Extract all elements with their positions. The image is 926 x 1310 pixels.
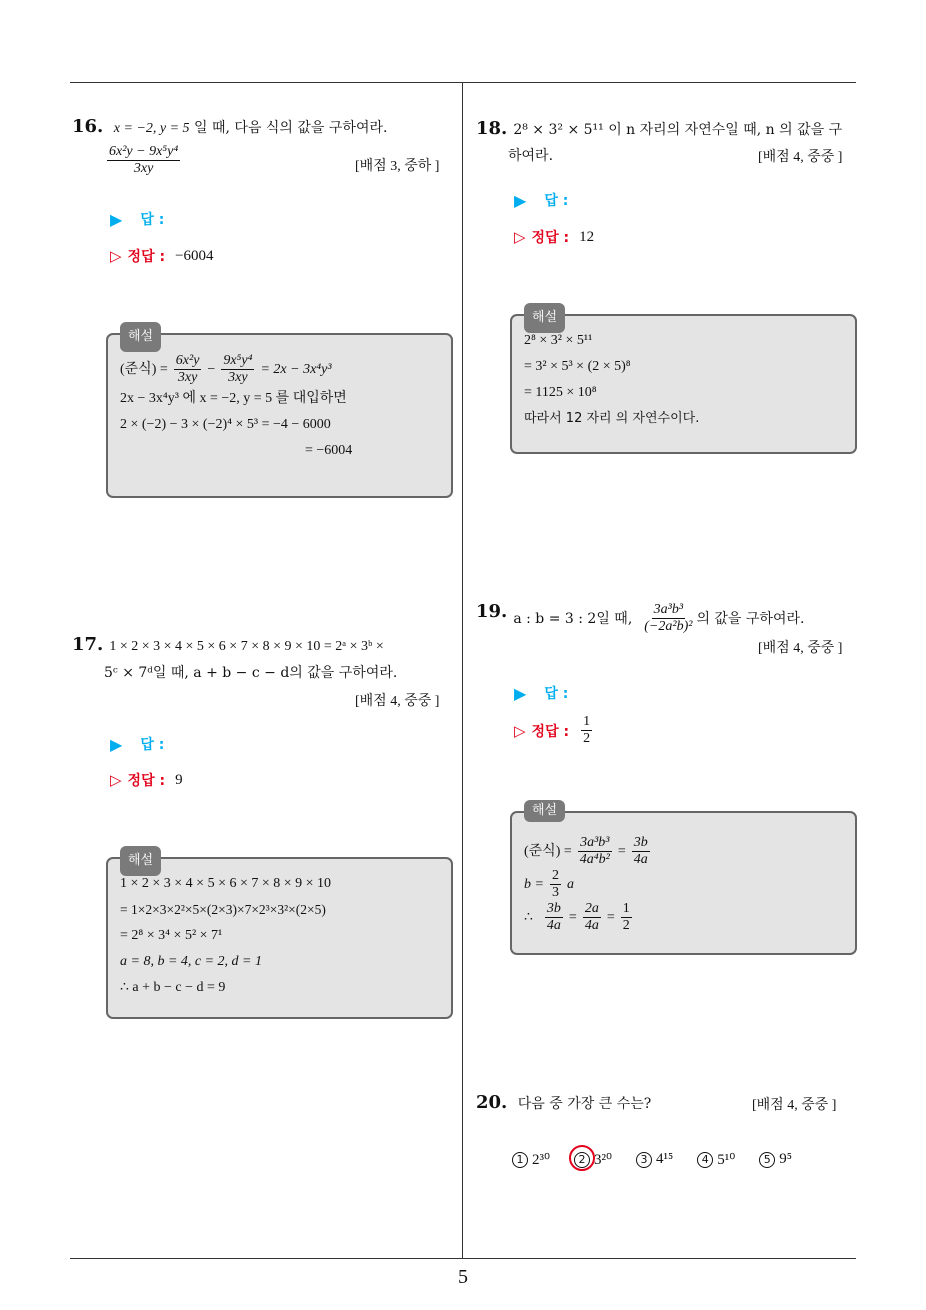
question-number: 19. xyxy=(476,600,508,622)
question-18-key-row xyxy=(514,227,594,247)
explanation-line: 1 × 2 × 3 × 4 × 5 × 6 × 7 × 8 × 9 × 10 xyxy=(120,876,332,891)
explanation-line: a = 8, b = 4, c = 2, d = 1 xyxy=(120,954,263,969)
key-label: 정답 : xyxy=(531,723,570,740)
explanation-line: b = $\frac{2}{3}$ a xyxy=(524,868,574,900)
choice-3[interactable] xyxy=(636,1150,673,1169)
choice-value: 5¹⁰ xyxy=(717,1152,736,1168)
question-19-explanation xyxy=(510,803,857,955)
question-text: 일 때, 다음 식의 값을 구하여라. xyxy=(194,120,388,136)
explanation-line: = 3² × 5³ × (2 × 5)⁸ xyxy=(524,359,631,374)
explanation-line: 따라서 12 자리 의 자연수이다. xyxy=(524,411,700,426)
question-16-answer-row xyxy=(110,209,164,229)
question-number: 20. xyxy=(476,1092,508,1113)
question-text: 다음 중 가장 큰 수는? xyxy=(517,1096,652,1112)
question-text: 5ᶜ × 7ᵈ일 때, a + b − c − d의 값을 구하여라. xyxy=(104,665,398,681)
explanation-line: (준식) = $\frac{\text{3a³b³}}{\text{4a⁴b²}}$ = $\frac{3b}{4a}$ xyxy=(524,835,648,867)
explanation-line: = −6004 xyxy=(305,443,353,458)
key-value: 12 xyxy=(579,228,595,245)
key-value: 9 xyxy=(175,771,183,788)
choice-5[interactable] xyxy=(759,1150,792,1169)
question-condition: x = −2, y = 5 xyxy=(113,121,190,136)
explanation-tag: 해설 xyxy=(524,303,565,333)
key-value: −6004 xyxy=(175,247,214,264)
play-icon: ▶ xyxy=(110,734,123,754)
play-icon: ▶ xyxy=(514,190,527,210)
choice-number: 1 xyxy=(512,1152,528,1168)
question-16-difficulty: [배점 3, 중하 ] xyxy=(355,159,440,174)
explanation-line: = 1125 × 10⁸ xyxy=(524,385,597,400)
answer-label: 답 : xyxy=(140,737,165,753)
choice-number: 4 xyxy=(697,1152,713,1168)
question-number: 18. xyxy=(476,118,508,139)
question-text: 1 × 2 × 3 × 4 × 5 × 6 × 7 × 8 × 9 × 10 = 2ᵃ × 3ᵇ × xyxy=(109,639,384,654)
question-condition: a : b = 3 : 2일 때, xyxy=(513,610,633,627)
explanation-line: (준식) = $\frac{\text{6x²y}}{3xy}$ − $\frac{\text{9x⁵y⁴}}{3xy}$ = 2x − 3x⁴y³ xyxy=(120,353,332,385)
question-16 xyxy=(72,114,457,142)
choice-2[interactable] xyxy=(574,1150,612,1169)
answer-label: 답 : xyxy=(544,686,569,702)
open-triangle-icon: ▷ xyxy=(110,247,122,265)
question-19-difficulty: [배점 4, 중중 ] xyxy=(758,641,843,656)
selected-circle-mark xyxy=(569,1145,595,1171)
page-number: 5 xyxy=(458,1266,468,1288)
key-label: 정답 : xyxy=(127,249,166,265)
choice-4[interactable] xyxy=(697,1150,735,1169)
question-17-key-row xyxy=(110,770,183,790)
choice-number: 5 xyxy=(759,1152,775,1168)
question-16-explanation xyxy=(106,329,453,498)
explanation-tag: 해설 xyxy=(120,322,161,352)
explanation-line: 2 × (−2) − 3 × (−2)⁴ × 5³ = −4 − 6000 xyxy=(120,417,331,432)
fraction-numerator: 6x²y − 9x⁵y⁴ xyxy=(109,144,179,159)
question-19-fraction: $\frac{\text{3a³b³}}{\text{(−2a²b)²}}$ xyxy=(644,602,693,634)
question-19-key-row xyxy=(514,714,594,747)
bottom-rule xyxy=(70,1258,856,1259)
answer-label: 답 : xyxy=(140,212,165,228)
question-text: 하여라. xyxy=(508,148,554,164)
fraction-denominator: 3xy xyxy=(133,161,154,176)
key-label: 정답 : xyxy=(127,773,166,789)
question-16-key-row xyxy=(110,246,214,266)
question-18-difficulty: [배점 4, 중중 ] xyxy=(758,150,843,165)
choice-value: 9⁵ xyxy=(779,1151,793,1167)
choice-value: 3²⁰ xyxy=(594,1152,613,1168)
key-label: 정답 : xyxy=(531,230,570,246)
question-20-difficulty: [배점 4, 중중 ] xyxy=(752,1098,837,1113)
explanation-line: ∴ $\frac{3b}{4a}$ = $\frac{2a}{4a}$ = $\frac{1}{2}$ xyxy=(524,901,630,933)
explanation-tag: 해설 xyxy=(524,800,565,822)
explanation-line: 2⁸ × 3² × 5¹¹ xyxy=(524,333,593,348)
explanation-line: = 1×2×3×2²×5×(2×3)×7×2³×3²×(2×5) xyxy=(120,902,326,917)
question-16-expression xyxy=(105,144,182,177)
choice-value: 2³⁰ xyxy=(532,1152,551,1168)
choice-number: 2 xyxy=(574,1152,590,1168)
explanation-line: ∴ a + b − c − d = 9 xyxy=(120,980,226,995)
question-18-answer-row xyxy=(514,190,568,210)
question-19 xyxy=(476,588,861,635)
choice-1[interactable] xyxy=(512,1150,550,1169)
question-20 xyxy=(476,1090,756,1117)
question-19-answer-row xyxy=(514,683,568,703)
column-divider xyxy=(462,82,463,1258)
question-17-answer-row xyxy=(110,734,164,754)
question-text: 의 값을 구하여라. xyxy=(696,610,805,627)
choice-number: 3 xyxy=(636,1152,652,1168)
question-17 xyxy=(72,632,457,686)
explanation-tag: 해설 xyxy=(120,846,161,876)
question-17-explanation xyxy=(106,853,453,1019)
play-icon: ▶ xyxy=(514,683,527,703)
open-triangle-icon: ▷ xyxy=(110,771,122,789)
question-text: 2⁸ × 3² × 5¹¹ 이 n 자리의 자연수일 때, n 의 값을 구 xyxy=(513,122,843,138)
explanation-line: 2x − 3x⁴y³ 에 x = −2, y = 5 를 대입하면 xyxy=(120,391,347,406)
question-20-choices xyxy=(512,1150,792,1169)
question-18-explanation xyxy=(510,310,857,454)
explanation-line: = 2⁸ × 3⁴ × 5² × 7¹ xyxy=(120,928,223,943)
question-number: 16. xyxy=(72,116,104,137)
choice-value: 4¹⁵ xyxy=(656,1151,674,1167)
answer-label: 답 : xyxy=(544,193,569,209)
play-icon: ▶ xyxy=(110,209,123,229)
question-17-difficulty: [배점 4, 중중 ] xyxy=(355,694,440,709)
key-value: $\frac{1}{2}$ xyxy=(583,714,591,746)
top-rule xyxy=(70,82,856,83)
open-triangle-icon: ▷ xyxy=(514,721,526,740)
open-triangle-icon: ▷ xyxy=(514,228,526,246)
question-number: 17. xyxy=(72,634,104,655)
